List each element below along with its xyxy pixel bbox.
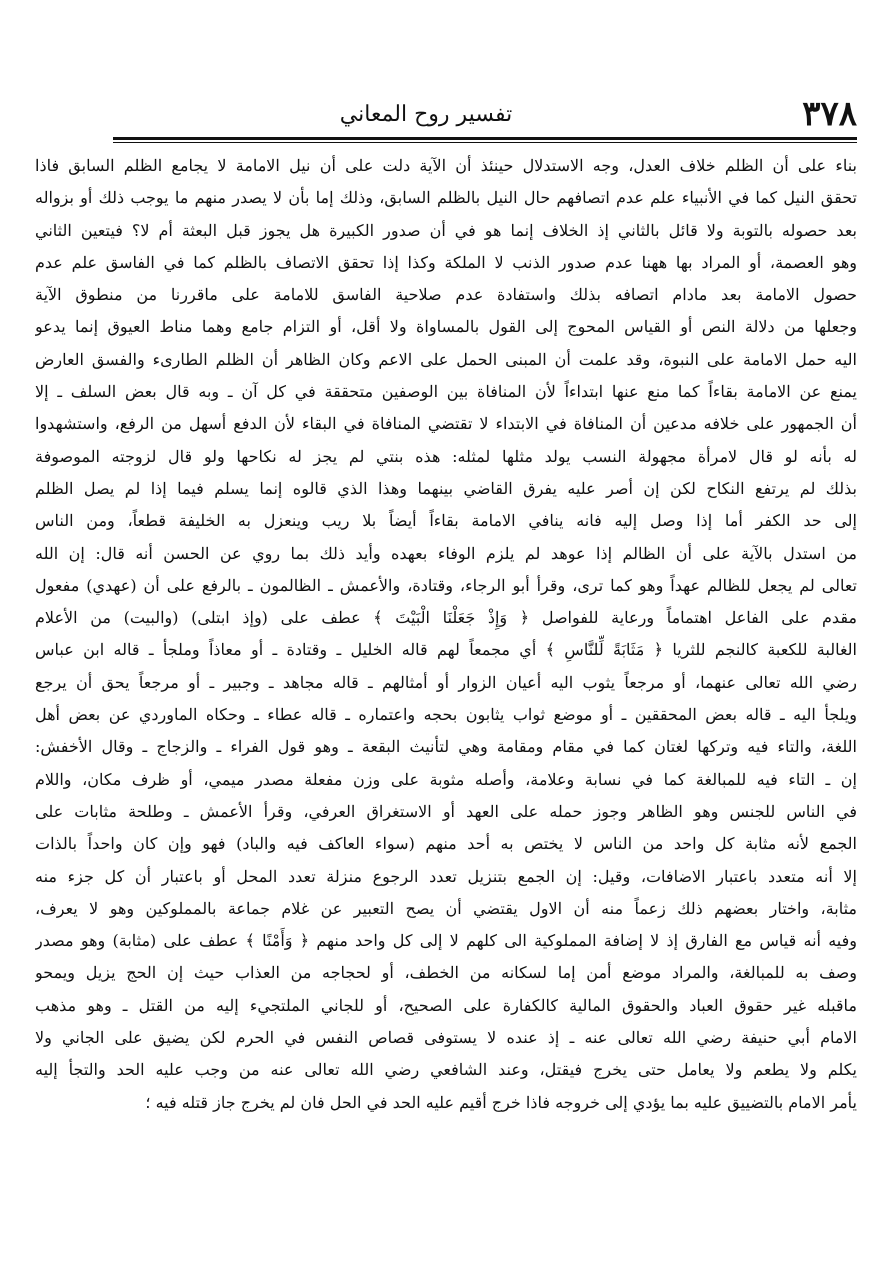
text-line: تحقق النيل كما في الأنبياء علم عدم اتصافهم حال النيل بالظلم السابق، وذلك إما بأن لا يصدر منهم ما يوجب ذلك أو بزواله bbox=[35, 188, 857, 208]
text-line: بعد حصوله بالتوبة ولا قائل بالثاني إذ الخلاف إنما هو في أن صدور الكبيرة هل يجوز قبل البعثة أم لا؟ فيتعين الثاني bbox=[35, 220, 857, 240]
text-line: من استدل بالآية على أن الظالم إذا عوهد لم يلزم الوفاء بعهده وأيد ذلك بما روي عن الحسن أنه قال: إن الله bbox=[35, 543, 857, 563]
text-line: الغالبة للكعبة كالنجم للثريا ﴿ مَثَابَةً لِّلنَّاسِ ﴾ أي مجمعاً لهم قاله الخليل ـ وقتادة ـ أو معاذاً وملجأ ـ قاله ابن عباس bbox=[35, 640, 857, 660]
text-line: في الناس للجنس وهو الظاهر وجوز حمله على العهد أو الاستغراق العرفي، وقرأ الأعمش ـ وطلحة مثابات على bbox=[35, 801, 857, 821]
text-line: يكلم ولا يطعم ولا يعامل حتى يخرج فيقتل، وعند الشافعي رضي الله تعالى عنه من وجب عليه الحد والتجأ إليه bbox=[35, 1060, 857, 1080]
text-line: إلى حد الكفر أما إذا وصل إليه فانه ينافي الامامة بقاءاً أيضاً بلا ريب وينعزل به الخليفة قطعاً، ومن الناس bbox=[35, 511, 857, 531]
text-line: وصف به للمبالغة، والمراد موضع أمن إما لسكانه من الخطف، أو لحجاجه من العذاب حيث إن الحج يزيل ويمحو bbox=[35, 963, 857, 983]
text-line: له بأنه لو قال لامرأة مجهولة النسب يولد مثلها لمثله: هذه بنتي لم يجز له نكاحها ولو قال لزوجته الموصوفة bbox=[35, 446, 857, 466]
text-line: وهو العصمة، أو المراد بها ههنا عدم صدور الذنب لا الملكة وكذا إذا تحقق الاتصاف بالظلم كما في الفاسق علم عدم bbox=[35, 252, 857, 272]
text-line: وفيه أنه قياس مع الفارق إذ لا إضافة المملوكية الى كلهم لا إلى كل واحد منهم ﴿ وَأَمْنًا ﴾ عطف على (مثابة) وهو مصدر bbox=[35, 931, 857, 951]
body-text bbox=[35, 150, 857, 1119]
text-line: مثابة، واختار بعضهم ذلك زعماً منه أن الاول يقتضي أن يصح التعبير عن غلام جماعة بالمملوكين وهو لا يعرف، bbox=[35, 898, 857, 918]
text-line: اللغة، والتاء فيه وتركها لغتان كما في مقام ومقامة وهي لتأنيث البقعة ـ وهو قول الفراء ـ والزجاج ـ وقال الأخفش: bbox=[35, 737, 857, 757]
text-line: الجمع لأنه مثابة كل واحد من الناس لا يختص به أحد منهم (سواء العاكف فيه والباد) فهو وإن كان واحداً بالذات bbox=[35, 834, 857, 854]
text-line: اليه حمل الامامة على النبوة، وقد علمت أن المبنى الحمل على الاعم وكان الظاهر أن الظلم الطارىء والفسق العارض bbox=[35, 349, 857, 369]
page-number: ٣٧٨ bbox=[802, 94, 857, 134]
text-line: ماقبله غير حقوق العباد والحقوق المالية كالكفارة على الصحيح، أو للجاني الملتجيء إليه من القتل ـ وهو مذهب bbox=[35, 995, 857, 1015]
text-line: بناء على أن الظلم خلاف العدل، وجه الاستدلال حينئذ أن الآية دلت على أن نيل الامامة لا يجامع الظلم السابق فاذا bbox=[35, 156, 857, 175]
header-rule bbox=[113, 137, 857, 140]
text-line: وجعلها من دلالة النص أو القياس المحوج إلى القول بالمساواة ولا أقل، أو التزام جامع وهما مناط العيوق إنما يدعو bbox=[35, 317, 857, 337]
text-line: الامام أبي حنيفة رضي الله تعالى عنه ـ إذ عنده لا يستوفى قصاص النفس في الحرم لكن يضيق على الجاني ولا bbox=[35, 1028, 857, 1048]
text-line: تعالى لم يجعل للظالم عهداً وهو كما ترى، وقرأ أبو الرجاء، وقتادة، والأعمش ـ الظالمون ـ بالرفع على أن (عهدي) مفعول bbox=[35, 575, 857, 595]
text-line: ويلجأ اليه ـ قاله بعض المحققين ـ أو موضع ثواب يثابون بحجه واعتماره ـ قاله عطاء ـ وحكاه الماوردي عن بعض أهل bbox=[35, 705, 857, 725]
text-line: حصول الامامة بعد مادام اتصافه بذلك واستفادة عدم صلاحية الفاسق للامامة على ماقررنا من منطوق الآية bbox=[35, 285, 857, 305]
header-rule-thin bbox=[113, 142, 857, 143]
text-line: مقدم على الفاعل اهتماماً ورعاية للفواصل ﴿ وَإِذْ جَعَلْنَا الْبَيْتَ ﴾ عطف على (وإذ ابتلى) (والبيت) من الأعلام bbox=[35, 608, 857, 628]
text-line: رضي الله تعالى عنهما، أو مرجعاً يثوب اليه أعيان الزوار أو أمثالهم ـ قاله مجاهد ـ وجبير ـ أو مرجعاً يحق أن يرجع bbox=[35, 672, 857, 692]
text-line: بذلك لم يرتفع النكاح لكن إن أصر عليه يفرق القاضي بينهما وهذا الذي قالوه إنما يسلم فيما إذا لم يصل الظلم bbox=[35, 478, 857, 498]
text-line: يأمر الامام بالتضييق عليه بما يؤدي إلى خروجه فاذا خرج أقيم عليه الحد في الحل فان لم يخرج جاز قتله فيه ؛ bbox=[145, 1092, 857, 1112]
text-line: أن الجمهور على خلافه مدعين أن المنافاة في الابتداء لا تقتضي المنافاة في البقاء لأن الدفع أسهل من الرفع، واستشهدوا bbox=[35, 414, 857, 434]
text-line: إن ـ التاء فيه للمبالغة كما في نسابة وعلامة، وأصله مثوبة على وزن مفعلة مصدر ميمي، أو ظرف مكان، واللام bbox=[35, 769, 857, 789]
page-header bbox=[110, 94, 857, 140]
text-line: إلا أنه متعدد باعتبار الاضافات، وقيل: إن الجمع بتنزيل تعدد الرجوع منزلة تعدد المحل أو باعتبار أن كل جزء منه bbox=[35, 866, 857, 886]
text-line: يمنع عن الامامة بقاءاً كما منع عنها ابتداءاً لأن المنافاة بين الوصفين متحققة في كل آن ـ وبه قال بعض السلف ـ إلا bbox=[35, 382, 857, 402]
running-title: تفسير روح المعاني bbox=[339, 102, 513, 127]
